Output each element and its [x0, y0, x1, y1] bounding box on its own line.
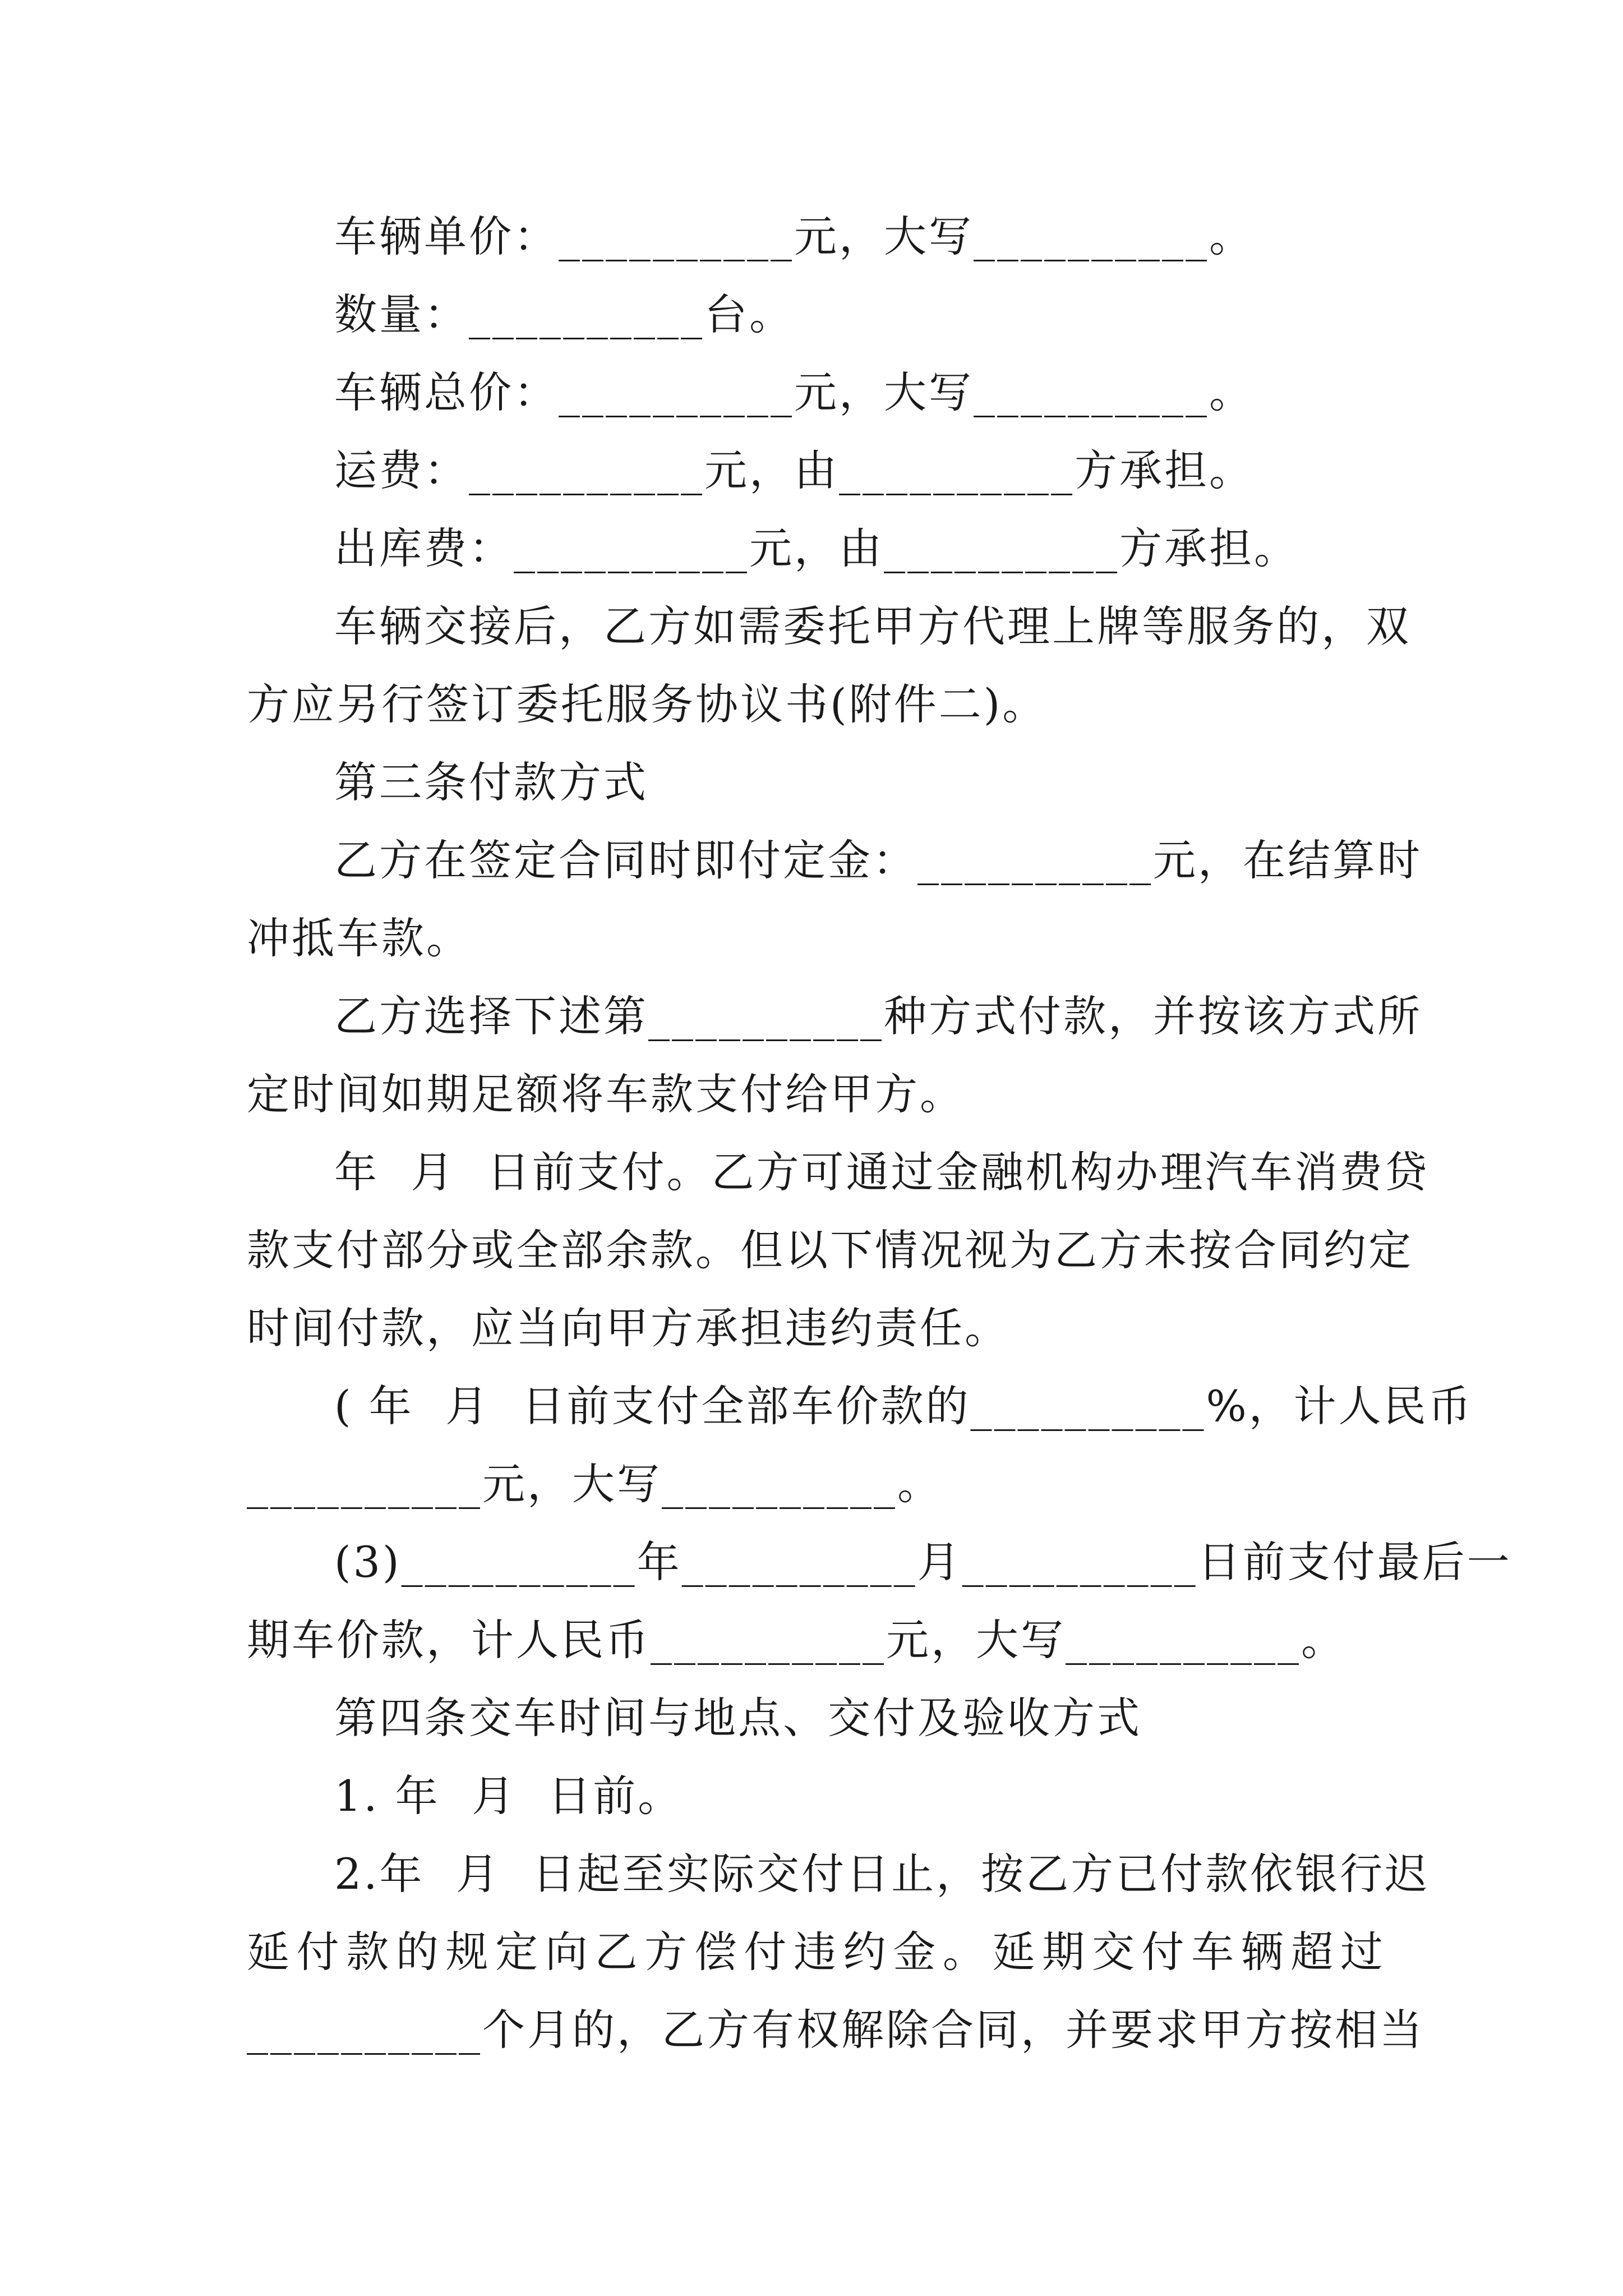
section-heading: 第四条交车时间与地点、交付及验收方式 — [334, 1693, 1142, 1743]
paragraph-line: 车辆交接后，乙方如需委托甲方代理上牌等服务的，双 — [334, 601, 1411, 651]
paragraph-line: 方应另行签订委托服务协议书(附件二)。 — [247, 679, 1048, 729]
paragraph-line: 期车价款，计人民币__________元，大写__________。 — [247, 1615, 1346, 1665]
paragraph-line: (3)__________年__________月__________日前支付最后一 — [334, 1537, 1512, 1587]
paragraph-line: __________元，大写__________。 — [247, 1459, 942, 1509]
outbound-fee-line: 出库费：__________元，由__________方承担。 — [334, 523, 1299, 573]
list-item: 1. 年 月 日前。 — [334, 1771, 683, 1821]
freight-line: 运费：__________元，由__________方承担。 — [334, 445, 1254, 495]
paragraph-line: 时间付款，应当向甲方承担违约责任。 — [247, 1303, 1009, 1353]
paragraph-line: 乙方选择下述第__________种方式付款，并按该方式所 — [334, 991, 1422, 1041]
paragraph-line: 延付款的规定向乙方偿付违约金。延期交付车辆超过 — [247, 1927, 1385, 1977]
paragraph-line: ( 年 月 日前支付全部车价款的__________%，计人民币 — [334, 1381, 1473, 1431]
contract-body — [247, 197, 1512, 2069]
list-item: 2.年 月 日起至实际交付日止，按乙方已付款依银行迟 — [334, 1849, 1430, 1899]
total-price-line: 车辆总价：__________元，大写__________。 — [334, 367, 1254, 417]
quantity-line: 数量：__________台。 — [334, 289, 794, 339]
unit-price-line: 车辆单价：__________元，大写__________。 — [334, 211, 1254, 261]
paragraph-line: 款支付部分或全部余款。但以下情况视为乙方未按合同约定 — [247, 1225, 1413, 1275]
section-heading: 第三条付款方式 — [334, 757, 648, 807]
paragraph-line: __________个月的，乙方有权解除合同，并要求甲方按相当 — [247, 2005, 1424, 2055]
paragraph-line: 乙方在签定合同时即付定金：__________元，在结算时 — [334, 835, 1422, 885]
paragraph-line: 冲抵车款。 — [247, 913, 471, 963]
paragraph-line: 年 月 日前支付。乙方可通过金融机构办理汽车消费贷 — [334, 1147, 1430, 1197]
paragraph-line: 定时间如期足额将车款支付给甲方。 — [247, 1069, 965, 1119]
